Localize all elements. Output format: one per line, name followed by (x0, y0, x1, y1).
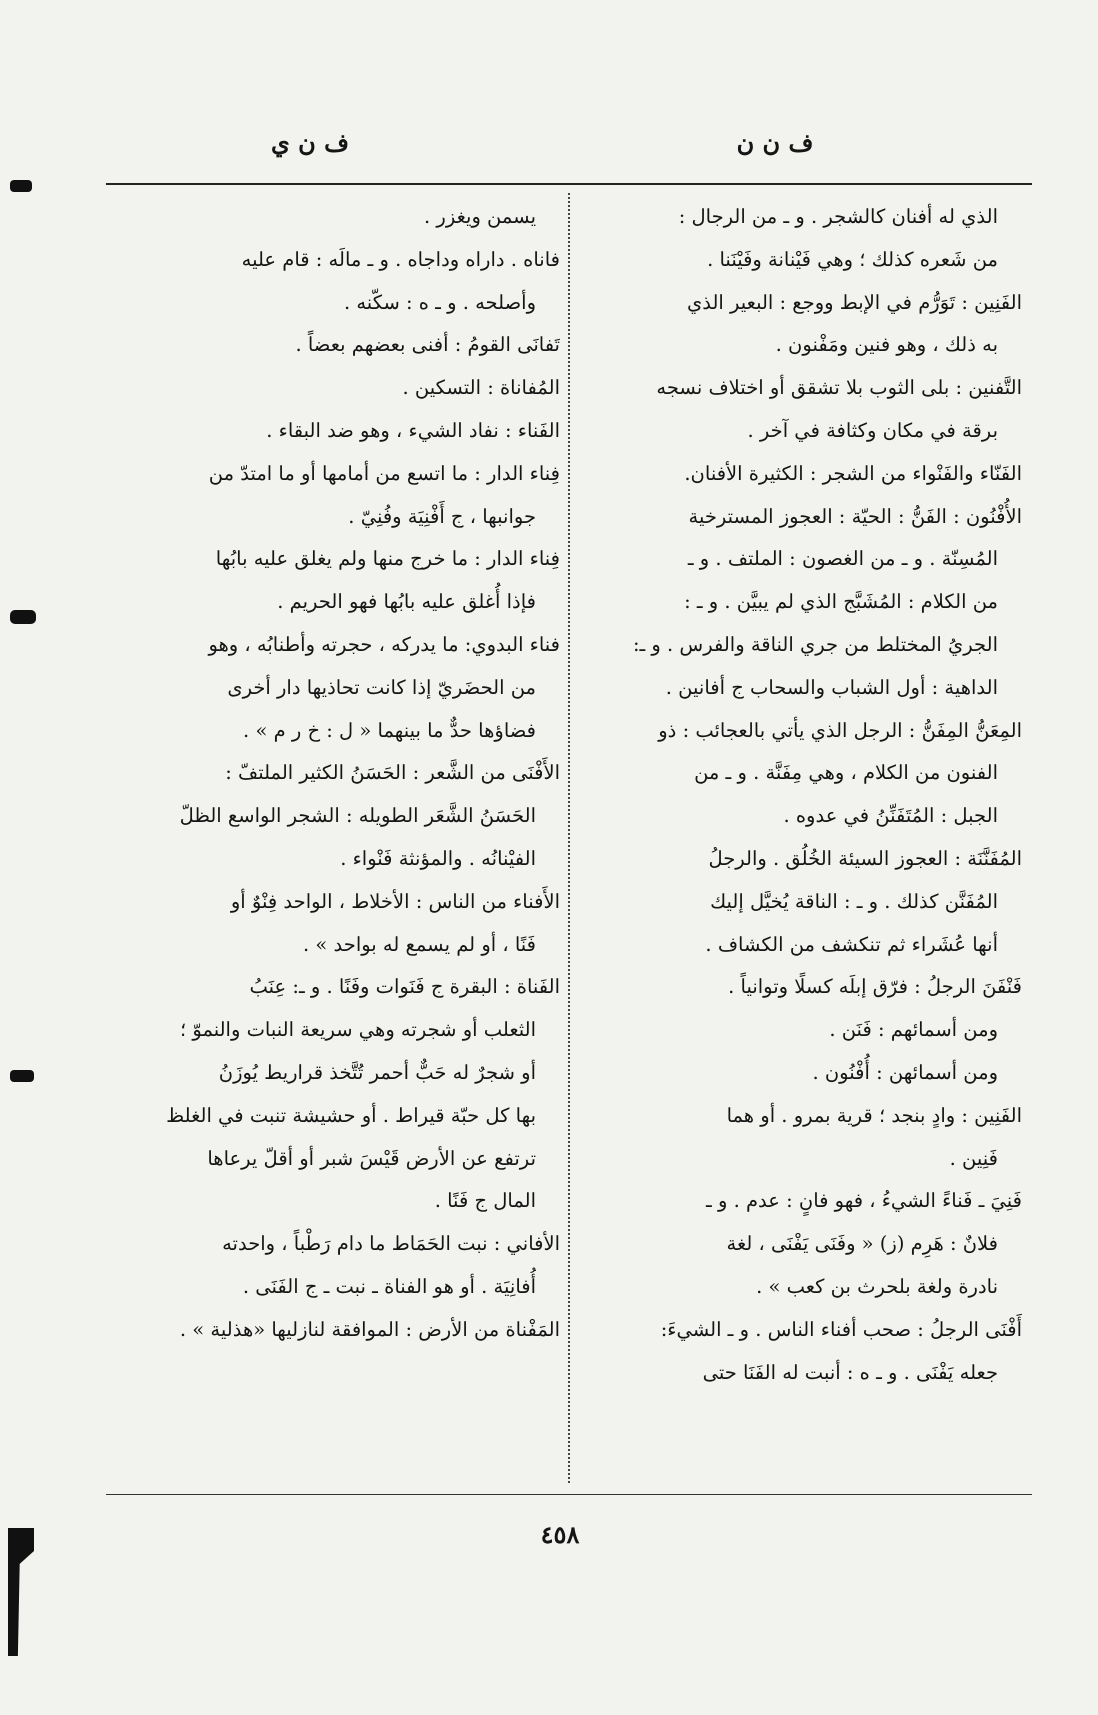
right-column (578, 196, 1022, 1394)
left-column (112, 196, 560, 1352)
text-line: الذي له أفنان كالشجر . و ـ من الرجال : (678, 205, 998, 228)
text-line: المُسِنّة . و ـ من الغصون : الملتف . و ـ (687, 547, 998, 571)
text-line: المُفاناة : التسكين . (402, 376, 560, 400)
text-line: الفَناة : البقرة ج فَنَوات وفَنًا . و ـ: عِنَبُ (249, 975, 560, 999)
scan-margin-mark (10, 180, 32, 192)
text-line: ومن أسمائهن : أُفْنُون . (812, 1060, 998, 1084)
text-line: به ذلك ، وهو فنين ومَفْنون . (775, 333, 998, 357)
text-line: ومن أسمائهم : فَنَن . (829, 1018, 998, 1042)
text-line: فاناه . داراه وداجاه . و ـ مالَه : قام عليه (241, 247, 560, 271)
text-line: فِناء الدار : ما اتسع من أمامها أو ما امتدّ من (208, 461, 560, 485)
footer-rule (106, 1494, 1032, 1495)
text-line: فَنِيَ ـ فَناءً الشيءُ ، فهو فانٍ : عدم . و ـ (706, 1189, 1022, 1213)
text-line: الأَفناء من الناس : الأخلاط ، الواحد فِنْوٌ أو (230, 889, 560, 913)
text-line: أُفانِيَة . أو هو الفناة ـ نبت ـ ج الفَنَى . (242, 1274, 536, 1298)
text-line: المِعَنُّ المِفَنُّ : الرجل الذي يأتي بالعجائب : ذو (658, 718, 1022, 742)
text-line: الفيْنانُه . والمؤنثة فَنْواء . (340, 846, 536, 870)
text-line: فناء البدوي: ما يدركه ، حجرته وأطنابُه ، وهو (208, 632, 560, 656)
text-line: فِناء الدار : ما خرج منها ولم يغلق عليه بابُها (215, 547, 560, 571)
text-line: الفنون من الكلام ، وهي مِفَنَّة . و ـ من (694, 761, 998, 785)
header-rule (106, 183, 1032, 185)
header-root-left: ف ن ي (271, 128, 349, 157)
text-line: جوانبها ، ج أَفْنِيَة وفُنِيّ . (348, 504, 536, 528)
text-line: الحَسَنُ الشَّعَر الطويله : الشجر الواسع الظلّ (179, 804, 536, 828)
header-root-right: ف ن ن (736, 128, 814, 157)
text-line: الفَنِين : تَوَرُّم في الإبط ووجع : البعير الذي (686, 290, 1022, 314)
page-number: ٤٥٨ (540, 1520, 580, 1549)
text-line: فَنِين . (949, 1146, 998, 1170)
text-line: من الحضَريّ إذا كانت تحاذيها دار أخرى (227, 675, 536, 699)
text-line: فلانٌ : هَرِم (ز) « وفَنَى يَفْنَى ، لغة (726, 1232, 998, 1256)
text-line: بها كل حبّة قيراط . أو حشيشة تنبت في الغلظ (166, 1103, 536, 1127)
text-line: الفَناء : نفاد الشيء ، وهو ضد البقاء . (266, 418, 560, 442)
text-line: برقة في مكان وكثافة في آخر . (747, 418, 998, 442)
text-line: الفَنّاء والفَنْواء من الشجر : الكثيرة الأفنان. (684, 461, 1022, 485)
text-line: وأصلحه . و ـ ه : سكّنه . (343, 290, 536, 314)
text-line: الثعلب أو شجرته وهي سريعة النبات والنموّ ؛ (179, 1018, 536, 1042)
scan-margin-mark (10, 610, 36, 624)
text-line: جعله يَفْنَى . و ـ ه : أنبت له الفَنَا حتى (702, 1360, 998, 1384)
text-line: الداهية : أول الشباب والسحاب ج أفانين . (665, 675, 998, 699)
column-divider (568, 193, 571, 1483)
text-line: فإذا أُغلق عليه بابُها فهو الحريم . (277, 590, 536, 614)
text-line: الجريُ المختلط من جري الناقة والفرس . و ـ: (632, 632, 998, 656)
text-line: تَفانَى القومُ : أفنى بعضهم بعضاً . (295, 333, 560, 357)
text-line: الأُفْنُون : الفَنُّ : الحيّة : العجوز المسترخية (688, 504, 1022, 528)
text-line: التَّفنين : بلى الثوب بلا تشقق أو اختلاف نسجه (656, 376, 1022, 400)
scan-margin-mark (10, 1070, 34, 1082)
text-line: الفَنِين : وادٍ بنجد ؛ قرية بمرو . أو هما (726, 1103, 1022, 1127)
text-line: الأَفْنَى من الشَّعر : الحَسَنُ الكثير الملتفّ : (225, 761, 560, 785)
text-line: نادرة ولغة بلحرث بن كعب » . (756, 1274, 998, 1298)
text-line: من شَعره كذلك ؛ وهي فَيْنانة وفَيْنَنا . (707, 247, 998, 271)
text-line: المُفَنَّنَة : العجوز السيئة الخُلُق . والرجلُ (708, 846, 1022, 870)
text-line: يسمن ويغزر . (424, 205, 536, 228)
text-line: فَنْفَنَ الرجلُ : فرّق إبلَه كسلًا وتوانياً . (728, 975, 1022, 999)
text-line: أَفْنَى الرجلُ : صحب أفناء الناس . و ـ الشيءَ: (660, 1317, 1022, 1341)
text-line: المَفْناة من الأرض : الموافقة لنازليها «هذلية » . (179, 1317, 560, 1341)
text-line: أنها عُشَراء ثم تنكشف من الكشاف . (705, 932, 998, 956)
text-line: فَنًا ، أو لم يسمع له بواحد » . (303, 932, 536, 956)
text-line: المال ج فَنًا . (434, 1189, 536, 1213)
text-line: فضاؤها حدٌّ ما بينهما « ل : خ ر م » . (243, 718, 536, 742)
text-line: أو شجرٌ له حَبٌّ أحمر تُتَّخذ قراريط يُوزَنُ (218, 1060, 536, 1084)
text-line: المُفَنَّن كذلك . و ـ : الناقة يُخيَّل إليك (710, 889, 998, 913)
text-line: الأفاني : نبت الحَمَاط ما دام رَطْباً ، واحدته (222, 1232, 560, 1256)
text-line: ترتفع عن الأرض قَيْسَ شبر أو أقلّ يرعاها (207, 1146, 536, 1170)
text-line: من الكلام : المُشَبَّج الذي لم يبيَّن . و ـ : (684, 590, 998, 614)
text-line: الجبل : المُتَفَنِّنُ في عدوه . (783, 804, 998, 828)
scan-corner-mark (8, 1528, 34, 1656)
